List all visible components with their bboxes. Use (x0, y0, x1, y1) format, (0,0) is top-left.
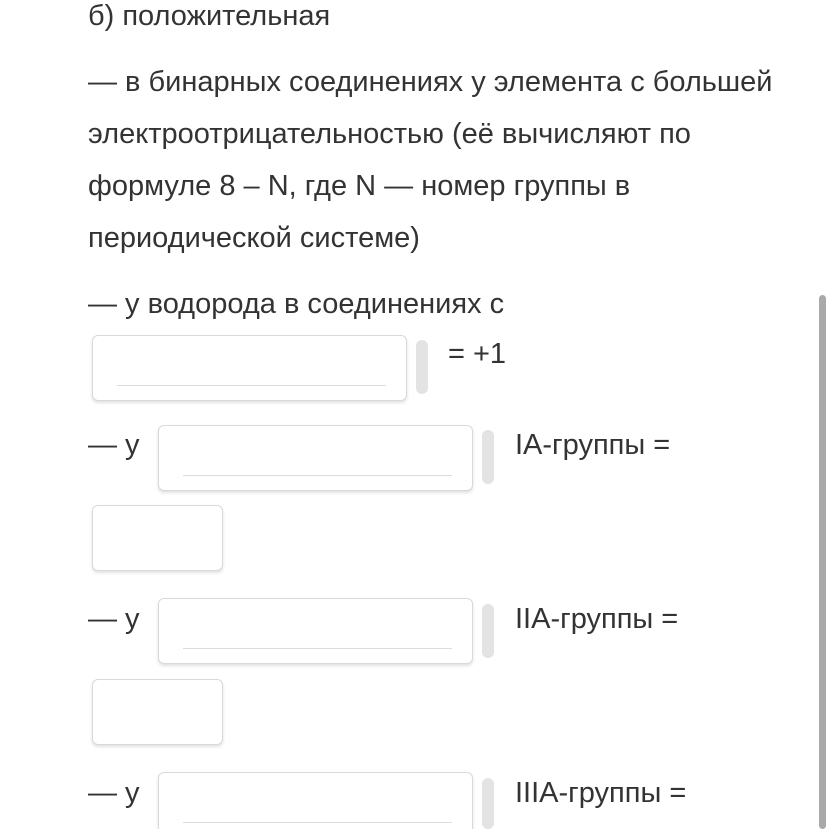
drag-handle[interactable] (482, 778, 494, 829)
hydrogen-value-text: = +1 (448, 338, 507, 370)
row-prefix-iia: — у (88, 603, 140, 635)
input-underline (117, 385, 386, 386)
hydrogen-intro-text: — у водорода в соединениях с (88, 288, 505, 320)
row-suffix-iiia: IIIA-группы = (515, 777, 687, 809)
input-underline (183, 648, 452, 649)
vertical-scrollbar[interactable] (819, 295, 826, 829)
oxidation-rule-paragraph: — в бинарных соединениях у элемента с большей электроотрицательностью (её вычисляют по формуле 8 – N, где N — номер группы в периодической системе) (88, 66, 773, 254)
row-prefix-iiia: — у (88, 777, 140, 809)
group-iia-value-input[interactable] (92, 679, 223, 745)
group-iia-element-input[interactable] (158, 598, 473, 664)
drag-handle[interactable] (482, 430, 494, 484)
group-iiia-element-input[interactable] (158, 772, 473, 829)
input-underline (183, 822, 452, 823)
row-prefix-ia: — у (88, 429, 140, 461)
section-heading: б) положительная (88, 0, 331, 32)
hydrogen-compound-input[interactable] (92, 335, 407, 401)
row-suffix-iia: IIA-группы = (515, 603, 679, 635)
drag-handle[interactable] (482, 604, 494, 658)
group-ia-value-input[interactable] (92, 505, 223, 571)
row-suffix-ia: IA-группы = (515, 429, 671, 461)
group-ia-element-input[interactable] (158, 425, 473, 491)
input-underline (183, 475, 452, 476)
drag-handle[interactable] (416, 340, 428, 394)
